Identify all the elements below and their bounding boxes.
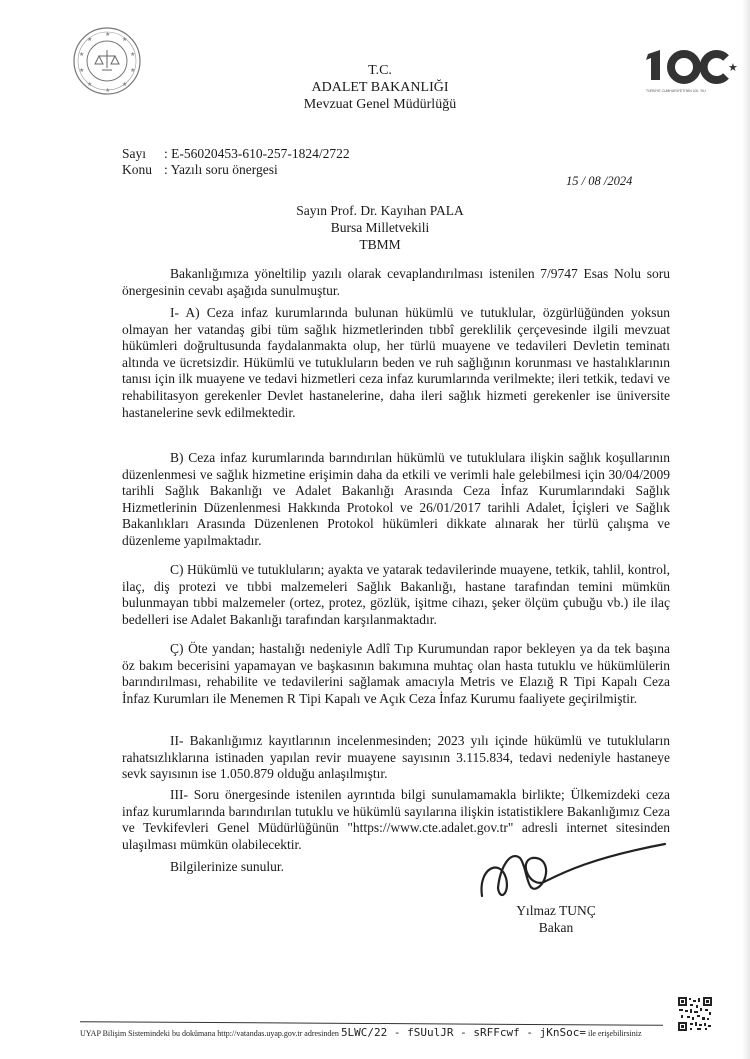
svg-text:★: ★: [87, 37, 93, 43]
centennial-100-icon: [640, 40, 740, 100]
signatory: [506, 902, 606, 936]
svg-text:★: ★: [87, 82, 93, 88]
footer-text-prefix: UYAP Bilişim Sistemindeki bu dokümana http://vatandas.uyap.gov.tr adresinden: [80, 1029, 339, 1038]
section-1c-text: C) Hükümlü ve tutukluların; ayakta ve yatarak tedavilerinde muayene, tetkik, tahlil, kontrol, ilaç, diş protezi ve tıbbi malzemeleri Sağlık Bakanlığı, hastane tarafından temini mümkün bulunmayan tıbbi malzemeler (ortez, protez, gözlük, işitme cihazı, şeker ölçüm çubuğu vb.) ile ilaç bedelleri ise Adalet Bakanlığı tarafından karşılanmaktadır.: [122, 562, 670, 627]
ministry-seal-icon: [72, 26, 142, 96]
section-2-text: II- Bakanlığımız kayıtlarının incelenmesinden; 2023 yılı içinde hükümlü ve tutukluların rahatsızlıklarına istinaden yapılan revir muayene sayısının 3.115.834, tedavi nedeniyle hastaneye sevk sayısının ise 1.050.879 olduğu anlaşılmıştır.: [122, 733, 670, 782]
closing-text: Bilgilerinize sunulur.: [170, 859, 284, 874]
svg-text:★: ★: [122, 82, 128, 88]
footer-verification: [80, 1026, 642, 1039]
svg-text:★: ★: [130, 52, 136, 58]
svg-text:★: ★: [728, 62, 738, 74]
signatory-title: Bakan: [538, 920, 574, 935]
intro-paragraph: [122, 266, 670, 299]
svg-text:★: ★: [79, 52, 85, 58]
svg-text:★: ★: [122, 37, 128, 43]
addressee-institution: TBMM: [359, 237, 401, 252]
page-edge-shadow: [742, 0, 750, 1059]
section-3-text: III- Soru önergesinde istenilen ayrıntıda bilgi sunulamamakla birlikte; Ülkemizdeki ceza infaz kurumlarında barındırılan tutuklu ve hükümlü sayılarına ilişkin istatistiklere Bakanlığımız Ceza ve Tevkifevleri Genel Müdürlüğünün "https://www.cte.adalet.gov.tr" adresli internet sitesinden ulaşılması mümkün olabilecektir.: [122, 787, 670, 852]
letterhead-ministry: ADALET BAKANLIĞI: [311, 80, 449, 95]
qr-code-icon[interactable]: [678, 997, 712, 1031]
section-1b-paragraph: [122, 450, 670, 550]
sayi-value: : E-56020453-610-257-1824/2722: [164, 146, 350, 161]
sayi-row: [122, 146, 350, 162]
intro-text: Bakanlığımıza yöneltilip yazılı olarak cevaplandırılması istenilen 7/9747 Esas Nolu soru önergesinin cevabı aşağıda sunulmuştur.: [122, 266, 670, 298]
konu-label: Konu: [122, 162, 152, 177]
signature-icon: [470, 838, 670, 910]
section-1a-text: I- A) Ceza infaz kurumlarında bulunan hükümlü ve tutuklular, özgürlüğünden yoksun olmayan her vatandaş gibi tüm sağlık hizmetlerinden tıbbî gereklilik çerçevesinde ilgili mevzuat hükümleri doğrultusunda faydalanmakta olup, her türlü muayene ve tedavileri Devletin teminatı altında ve ücretsizdir. Hükümlü ve tutukluların beden ve ruh sağlığının korunması ve hastalıklarının tanısı için ilk muayene ve tedavi hizmetleri ceza infaz kurumlarında verilmekte; ileri tetkik, tedavi ve rehabilitasyon gerekenler Devlet hastanelerine, daha ileri sağlık hizmeti gerekenler ise üniversite hastanelerine sevk edilmektedir.: [122, 305, 670, 420]
section-1cc-paragraph: [122, 641, 670, 707]
document-date: 15 / 08 /2024: [566, 174, 633, 188]
konu-row: [122, 162, 278, 178]
centennial-logo: [640, 40, 740, 100]
verification-code: 5LWC/22 - fSUulJR - sRFFcwf - jKnSoc=: [340, 1026, 586, 1039]
section-1a-paragraph: [122, 305, 670, 421]
addressee-name: Sayın Prof. Dr. Kayıhan PALA: [296, 203, 464, 218]
letterhead-department: Mevzuat Genel Müdürlüğü: [303, 97, 457, 112]
section-1c-paragraph: [122, 562, 670, 628]
svg-text:★: ★: [105, 88, 111, 94]
section-1cc-text: Ç) Öte yandan; hastalığı nedeniyle Adlî Tıp Kurumundan rapor bekleyen ya da tek başına öz bakım becerisini yapamayan ve başkasının bakımına muhtaç olan hasta tutuklu ve hükümlülerin barındırılması, rehabilite ve tedavilerini sağlamak amacıyla Metris ve Elazığ R Tipi Kapalı Ceza İnfaz Kurumları ile Menemen R Tipi Kapalı ve Açık Ceza İnfaz Kurumu faaliyete geçirilmiştir.: [122, 641, 670, 706]
svg-text:★: ★: [79, 68, 85, 74]
section-1b-text: B) Ceza infaz kurumlarında barındırılan hükümlü ve tutuklulara ilişkin sağlık koşullarının düzenlenmesi ve sağlık hizmetine erişimin daha da etkili ve verimli hale gelebilmesi için 30/04/2009 tarihli Sağlık Bakanlığı ve Adalet Bakanlığı Arasında Ceza İnfaz Kurumlarındaki Sağlık Hizmetlerinin Düzenlenmesi Hakkında Protokol ve 26/01/2017 tarihli Adalet, İçişleri ve Sağlık Bakanlıkları Arasında Düzenlenen Protokol hükümleri dikkate alınarak her türlü çalışma ve düzenleme yapılmaktadır.: [122, 450, 670, 548]
letterhead-tc: T.C.: [368, 63, 392, 78]
section-2-paragraph: [122, 733, 670, 783]
konu-value: : Yazılı soru önergesi: [164, 162, 278, 177]
svg-text:★: ★: [105, 32, 111, 38]
footer-text-suffix: ile erişebilirsiniz: [587, 1029, 642, 1038]
signatory-name: Yılmaz TUNÇ: [516, 903, 596, 918]
svg-text:★: ★: [130, 68, 136, 74]
sayi-label: Sayı: [122, 146, 147, 161]
addressee-title: Bursa Milletvekili: [330, 220, 430, 235]
centennial-caption: TÜRKİYE CUMHURİYETİ'NİN 100. YILI: [646, 89, 707, 93]
